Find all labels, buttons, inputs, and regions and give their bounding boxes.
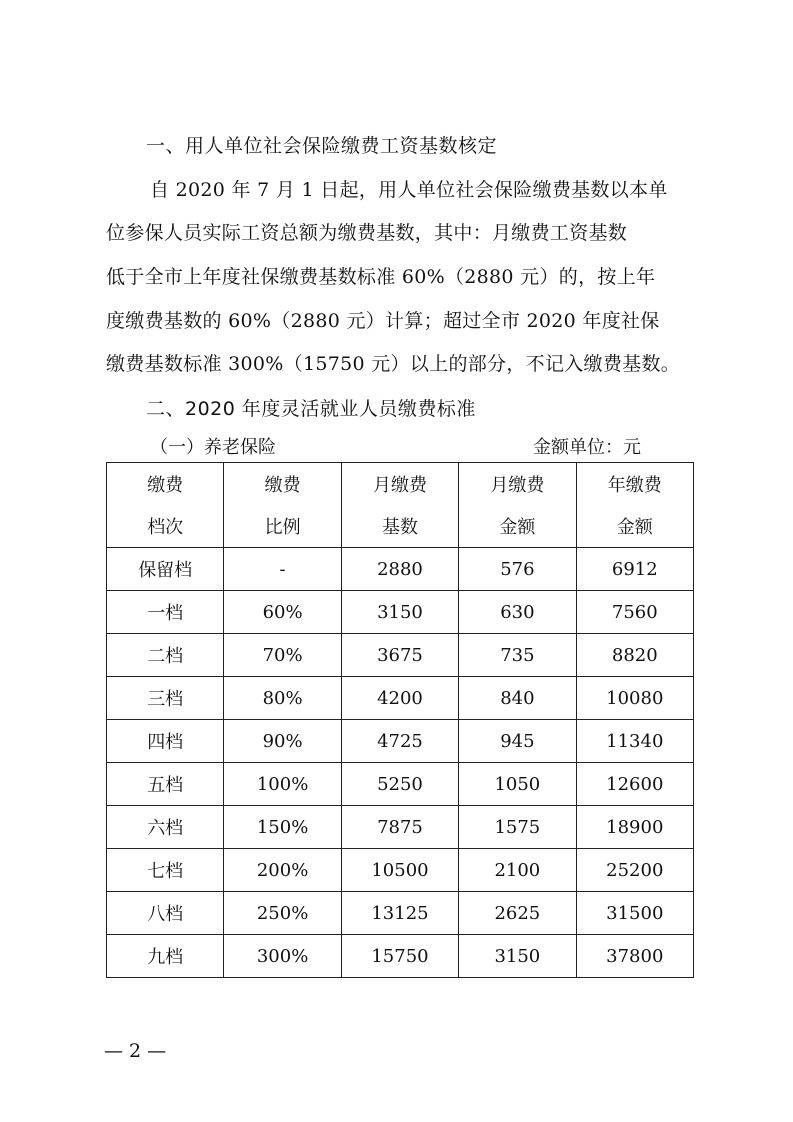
header-cell: 金额 bbox=[576, 505, 693, 548]
header-cell: 月缴费 bbox=[341, 463, 458, 506]
table-cell: 保留档 bbox=[107, 548, 224, 591]
table-cell: 7560 bbox=[576, 591, 693, 634]
table-cell: 2625 bbox=[459, 892, 576, 935]
header-cell: 缴费 bbox=[224, 463, 341, 506]
unit-label: 金额单位：元 bbox=[533, 437, 641, 458]
table-cell: 945 bbox=[459, 720, 576, 763]
table-cell: 12600 bbox=[576, 763, 693, 806]
table-cell: 200% bbox=[224, 849, 341, 892]
header-cell: 月缴费 bbox=[459, 463, 576, 506]
table-cell: 70% bbox=[224, 634, 341, 677]
table-cell: 13125 bbox=[341, 892, 458, 935]
table-cell: 5250 bbox=[341, 763, 458, 806]
table-cell: 3675 bbox=[341, 634, 458, 677]
section1-heading: 一、用人单位社会保险缴费工资基数核定 bbox=[146, 135, 498, 157]
header-cell: 比例 bbox=[224, 505, 341, 548]
table-cell: 100% bbox=[224, 763, 341, 806]
table-cell: 2880 bbox=[341, 548, 458, 591]
table-cell: 60% bbox=[224, 591, 341, 634]
paragraph-line: 位参保人员实际工资总额为缴费基数，其中：月缴费工资基数 bbox=[106, 222, 628, 244]
table-cell: 1575 bbox=[459, 806, 576, 849]
table-row bbox=[107, 763, 694, 806]
table-row bbox=[107, 634, 694, 677]
table-cell: 8820 bbox=[576, 634, 693, 677]
table-cell: 三档 bbox=[107, 677, 224, 720]
paragraph-line: 低于全市上年度社保缴费基数标准 60%（2880 元）的，按上年 bbox=[106, 266, 656, 288]
header-cell: 金额 bbox=[459, 505, 576, 548]
table-row bbox=[107, 548, 694, 591]
paragraph-line: 缴费基数标准 300%（15750 元）以上的部分，不记入缴费基数。 bbox=[106, 353, 681, 375]
table-cell: 八档 bbox=[107, 892, 224, 935]
table-cell: 3150 bbox=[341, 591, 458, 634]
table-cell: 840 bbox=[459, 677, 576, 720]
table-cell: 7875 bbox=[341, 806, 458, 849]
table-cell: 4725 bbox=[341, 720, 458, 763]
table-cell: 10080 bbox=[576, 677, 693, 720]
table-cell: 二档 bbox=[107, 634, 224, 677]
table-row bbox=[107, 935, 694, 978]
table-cell: 6912 bbox=[576, 548, 693, 591]
table-cell: 4200 bbox=[341, 677, 458, 720]
table-cell: 六档 bbox=[107, 806, 224, 849]
table-cell: 576 bbox=[459, 548, 576, 591]
table-header-row bbox=[107, 463, 694, 506]
table-cell: 18900 bbox=[576, 806, 693, 849]
table-cell: 九档 bbox=[107, 935, 224, 978]
table-cell: 735 bbox=[459, 634, 576, 677]
table-row bbox=[107, 849, 694, 892]
table-row bbox=[107, 591, 694, 634]
table-cell: 250% bbox=[224, 892, 341, 935]
table-cell: 630 bbox=[459, 591, 576, 634]
table-row bbox=[107, 677, 694, 720]
page-number: — 2 — bbox=[104, 1040, 167, 1062]
table-cell: 31500 bbox=[576, 892, 693, 935]
pension-subheading: （一）养老保险 bbox=[150, 437, 276, 458]
table-cell: 15750 bbox=[341, 935, 458, 978]
paragraph-line: 自 2020 年 7 月 1 日起，用人单位社会保险缴费基数以本单 bbox=[150, 179, 668, 201]
table-cell: 一档 bbox=[107, 591, 224, 634]
table-cell: 80% bbox=[224, 677, 341, 720]
paragraph-line: 度缴费基数的 60%（2880 元）计算；超过全市 2020 年度社保 bbox=[106, 310, 660, 332]
table-cell: - bbox=[224, 548, 341, 591]
table-cell: 11340 bbox=[576, 720, 693, 763]
table-cell: 2100 bbox=[459, 849, 576, 892]
table-cell: 300% bbox=[224, 935, 341, 978]
header-cell: 基数 bbox=[341, 505, 458, 548]
table-header-row bbox=[107, 505, 694, 548]
table-cell: 七档 bbox=[107, 849, 224, 892]
table-cell: 3150 bbox=[459, 935, 576, 978]
table-cell: 1050 bbox=[459, 763, 576, 806]
table-cell: 150% bbox=[224, 806, 341, 849]
table-cell: 25200 bbox=[576, 849, 693, 892]
table-row bbox=[107, 892, 694, 935]
table-row bbox=[107, 720, 694, 763]
header-cell: 缴费 bbox=[107, 463, 224, 506]
table-cell: 90% bbox=[224, 720, 341, 763]
pension-fee-table bbox=[106, 462, 694, 978]
section2-heading: 二、2020 年度灵活就业人员缴费标准 bbox=[146, 398, 476, 420]
table-cell: 10500 bbox=[341, 849, 458, 892]
header-cell: 档次 bbox=[107, 505, 224, 548]
table-row bbox=[107, 806, 694, 849]
header-cell: 年缴费 bbox=[576, 463, 693, 506]
table-cell: 四档 bbox=[107, 720, 224, 763]
table-cell: 五档 bbox=[107, 763, 224, 806]
table-cell: 37800 bbox=[576, 935, 693, 978]
